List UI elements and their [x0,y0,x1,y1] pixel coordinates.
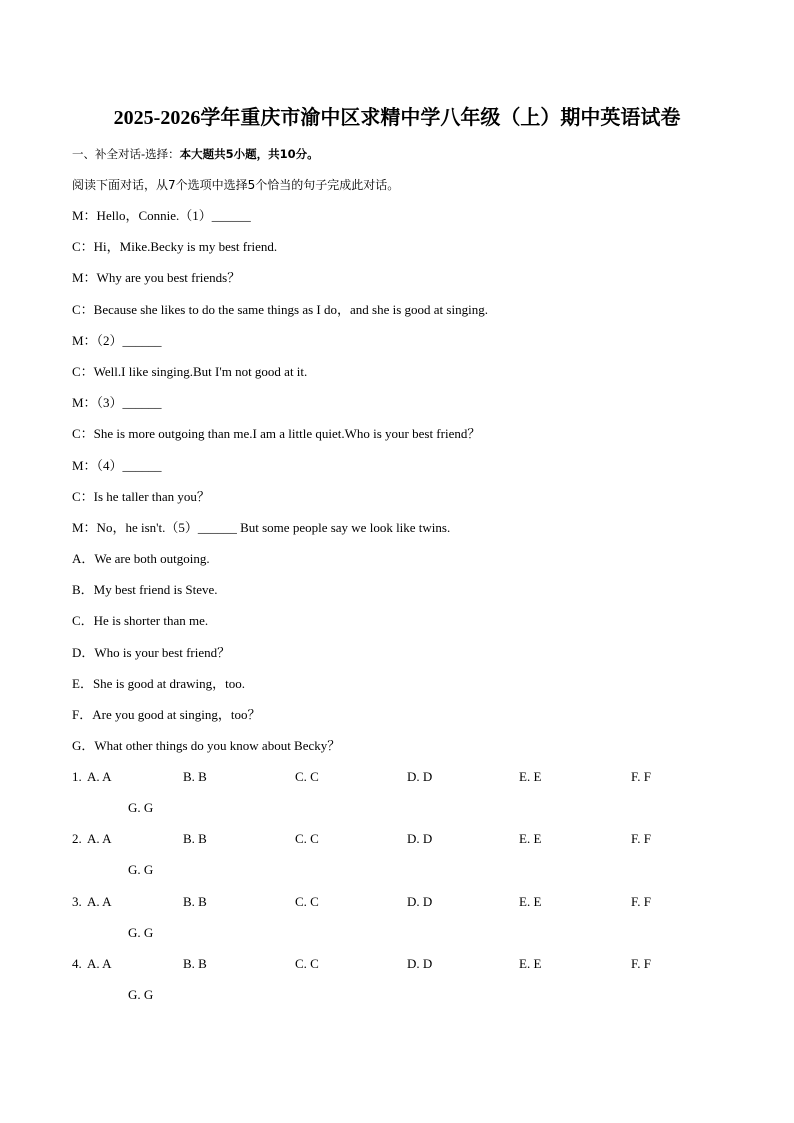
choice-c[interactable]: C. C [295,831,319,847]
option-a: A．We are both outgoing. [72,551,210,567]
dialogue-line: M：Hello，Connie.（1）______ [72,208,251,223]
choice-f[interactable]: F. F [631,893,651,909]
option-c: C．He is shorter than me. [72,613,209,629]
choice-f[interactable]: F. F [631,955,651,971]
section-prefix: 一、补全对话-选择： [72,147,180,161]
choice-b[interactable]: B. B [183,831,207,847]
dialogue-and-options [72,206,488,767]
question-2 [72,829,722,891]
question-number: 3. [72,893,82,909]
choice-e[interactable]: E. E [519,831,542,847]
question-number: 1. [72,769,82,784]
question-3 [72,892,722,954]
exam-title: 2025-2026学年重庆市渝中区求精中学八年级（上）期中英语试卷 [113,107,681,129]
dialogue-line: M：（4）______ [72,457,162,473]
option-f: F．Are you good at singing，too？ [72,707,261,722]
dialogue-line: C：Hi，Mike.Becky is my best friend. [72,239,278,255]
section-heading [72,144,319,164]
choice-a[interactable]: A. A [87,893,112,909]
choice-e[interactable]: E. E [519,893,542,909]
dialogue-line: C：Is he taller than you？ [72,488,210,504]
question-1 [72,767,722,829]
choice-d[interactable]: D. D [407,831,433,847]
dialogue-line: M：Why are you best friends？ [72,270,241,286]
answer-choices [72,767,722,1016]
choice-f[interactable]: F. F [631,769,651,784]
section-description: 本大题共5小题，共10分。 [179,147,319,161]
choice-e[interactable]: E. E [519,769,542,784]
choice-g[interactable]: G. G [128,800,154,815]
choice-f[interactable]: F. F [631,831,651,847]
instruction-text: 阅读下面对话，从7个选项中选择5个恰当的句子完成此对话。 [72,178,400,192]
choice-d[interactable]: D. D [407,769,433,784]
choice-d[interactable]: D. D [407,893,433,909]
choice-c[interactable]: C. C [295,955,319,971]
question-4 [72,954,722,1016]
option-e: E．She is good at drawing，too. [72,675,245,691]
choice-g[interactable]: G. G [128,924,154,940]
choice-d[interactable]: D. D [407,955,433,971]
dialogue-line: C：Because she likes to do the same things as I do，and she is good at singing. [72,301,488,317]
choice-c[interactable]: C. C [295,769,319,784]
question-number: 4. [72,955,82,971]
dialogue-line: M：（2）______ [72,332,162,348]
choice-g[interactable]: G. G [128,862,154,878]
dialogue-line: C：Well.I like singing.But I'm not good at it. [72,363,308,379]
dialogue-line: C：She is more outgoing than me.I am a little quiet.Who is your best friend？ [72,426,481,442]
choice-e[interactable]: E. E [519,955,542,971]
option-g: G．What other things do you know about Becky？ [72,738,341,754]
option-b: B．My best friend is Steve. [72,582,218,598]
dialogue-line: M：No，he isn't.（5）______ But some people say we look like twins. [72,519,451,535]
dialogue-line: M：（3）______ [72,395,162,411]
choice-b[interactable]: B. B [183,893,207,909]
choice-a[interactable]: A. A [87,831,112,847]
choice-g[interactable]: G. G [128,986,154,1002]
choice-c[interactable]: C. C [295,893,319,909]
question-number: 2. [72,831,82,847]
choice-a[interactable]: A. A [87,769,112,784]
choice-b[interactable]: B. B [183,955,207,971]
option-d: D．Who is your best friend？ [72,644,231,660]
choice-a[interactable]: A. A [87,955,112,971]
choice-b[interactable]: B. B [183,769,207,784]
